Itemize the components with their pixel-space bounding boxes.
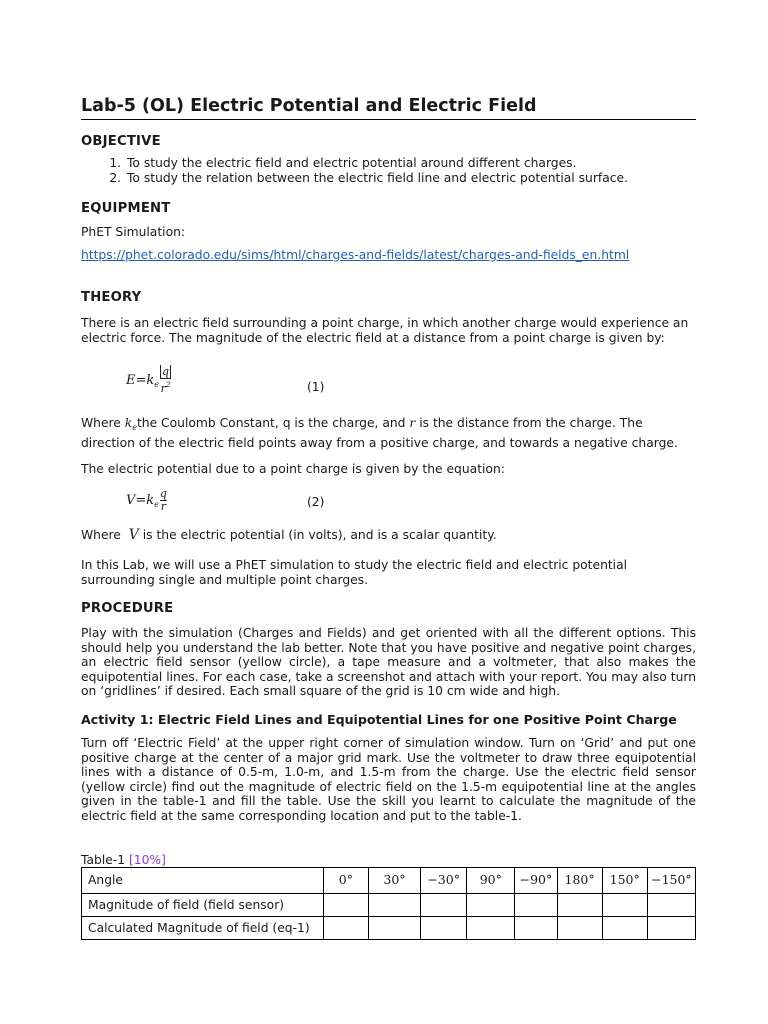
row-label-calculated: Calculated Magnitude of field (eq-1) (82, 917, 324, 940)
input-cell[interactable] (368, 894, 420, 917)
input-cell[interactable] (323, 894, 368, 917)
para4-text-a: Where (81, 528, 129, 542)
v-symbol: V (128, 527, 139, 543)
objective-item: 2. To study the relation between the electric field line and electric potential surface. (125, 171, 696, 186)
activity-1-heading: Activity 1: Electric Field Lines and Equipotential Lines for one Positive Point Charge (81, 712, 677, 727)
row-label-field-sensor: Magnitude of field (field sensor) (82, 894, 324, 917)
eq2-subscript: e (154, 500, 159, 509)
equation-2 (126, 488, 167, 513)
input-cell[interactable] (602, 917, 647, 940)
input-cell[interactable] (368, 917, 420, 940)
input-cell[interactable] (515, 894, 557, 917)
input-cell[interactable] (421, 894, 467, 917)
input-cell[interactable] (647, 917, 695, 940)
angle-cell: 0° (323, 868, 368, 894)
input-cell[interactable] (602, 894, 647, 917)
eq2-fraction (160, 488, 167, 513)
input-cell[interactable] (557, 894, 602, 917)
input-cell[interactable] (323, 917, 368, 940)
angle-cell: 180° (557, 868, 602, 894)
eq1-lhs: E=k (126, 373, 155, 388)
theory-paragraph-2 (81, 416, 696, 450)
theory-paragraph-4 (81, 528, 696, 543)
input-cell[interactable] (421, 917, 467, 940)
angle-cell: 150° (602, 868, 647, 894)
theory-paragraph-5: In this Lab, we will use a PhET simulation to study the electric field and electric potential surrounding single and multiple point charges. (81, 558, 628, 587)
eq2-lhs: V=k (126, 493, 155, 508)
eq1-denominator: r (160, 382, 166, 395)
equation-2-number: (2) (307, 495, 325, 509)
procedure-heading: PROCEDURE (81, 601, 174, 616)
table-caption-weight: [10%] (128, 853, 166, 867)
ke-subscript: e (132, 423, 137, 432)
input-cell[interactable] (467, 894, 515, 917)
equation-1 (126, 366, 171, 395)
para2-text-a: Where (81, 416, 125, 430)
data-table-1 (81, 867, 696, 940)
angle-cell: −30° (421, 868, 467, 894)
table-caption-label: Table-1 (81, 853, 129, 867)
input-cell[interactable] (557, 917, 602, 940)
input-cell[interactable] (647, 894, 695, 917)
eq1-numerator: q (162, 365, 170, 378)
angle-cell: −90° (515, 868, 557, 894)
eq2-numerator: q (159, 487, 167, 500)
equipment-link-line (81, 248, 696, 263)
table-caption (81, 853, 696, 868)
para2-text-c: is the distance from the charge. The direction of the electric field points away from a positive charge, and towards a negative charge. (81, 416, 678, 450)
activity-1-text: Turn off ‘Electric Field’ at the upper right corner of simulation window. Turn on ‘Grid’ and put one positive charge at the center of a major grid mark. Use the voltmeter to draw three equipotential lines with a distance of 0.5-m, 1.0-m, and 1.5-m from the charge. Use the electric field sensor (yellow circle) find out the magnitude of electric field on the 1.5-m equipotential line at the angles given in the table-1 and fill the table. Use the skill you learnt to calculate the magnitude of the electric field at the same corresponding location and put to the table-1. (81, 736, 696, 823)
table-header-row (82, 868, 696, 894)
table-row (82, 894, 696, 917)
eq1-subscript: e (154, 380, 159, 389)
theory-heading: THEORY (81, 290, 142, 305)
objective-item: 1. To study the electric field and electric potential around different charges. (125, 156, 696, 171)
para2-text-b: the Coulomb Constant, q is the charge, and (136, 416, 410, 430)
input-cell[interactable] (515, 917, 557, 940)
procedure-paragraph: Play with the simulation (Charges and Fields) and get oriented with all the different options. This should help you understand the lab better. Note that you have positive and negative point charges, an electric field sensor (yellow circle), a tape measure and a voltmeter, that also makes the equipotential lines. For each case, take a screenshot and attach with your report. You may also turn on ‘gridlines’ if desired. Each small square of the grid is 10 cm wide and high. (81, 626, 696, 699)
angle-cell: 30° (368, 868, 420, 894)
theory-paragraph-1: There is an electric field surrounding a point charge, in which another charge would experience an electric force. The magnitude of the electric field at a distance from a point charge is given by: (81, 316, 689, 345)
r-symbol: r (409, 416, 416, 430)
para4-text-b: is the electric potential (in volts), and is a scalar quantity. (138, 528, 497, 542)
angle-header-cell: Angle (82, 868, 324, 894)
theory-paragraph-3: The electric potential due to a point charge is given by the equation: (81, 462, 505, 476)
eq1-fraction (160, 366, 171, 395)
table-row (82, 917, 696, 940)
eq2-denominator: r (160, 500, 167, 513)
phet-simulation-link[interactable]: https://phet.colorado.edu/sims/html/charges-and-fields/latest/charges-and-fields_en.html (81, 248, 630, 262)
eq1-exponent: 2 (165, 381, 171, 389)
objective-list (81, 156, 696, 185)
input-cell[interactable] (467, 917, 515, 940)
equipment-heading: EQUIPMENT (81, 201, 171, 216)
equipment-label: PhET Simulation: (81, 225, 186, 239)
equation-1-number: (1) (307, 380, 325, 394)
objective-heading: OBJECTIVE (81, 134, 161, 149)
document-title: Lab-5 (OL) Electric Potential and Electric Field (81, 96, 696, 120)
ke-symbol: k (124, 416, 133, 430)
angle-cell: −150° (647, 868, 695, 894)
angle-cell: 90° (467, 868, 515, 894)
